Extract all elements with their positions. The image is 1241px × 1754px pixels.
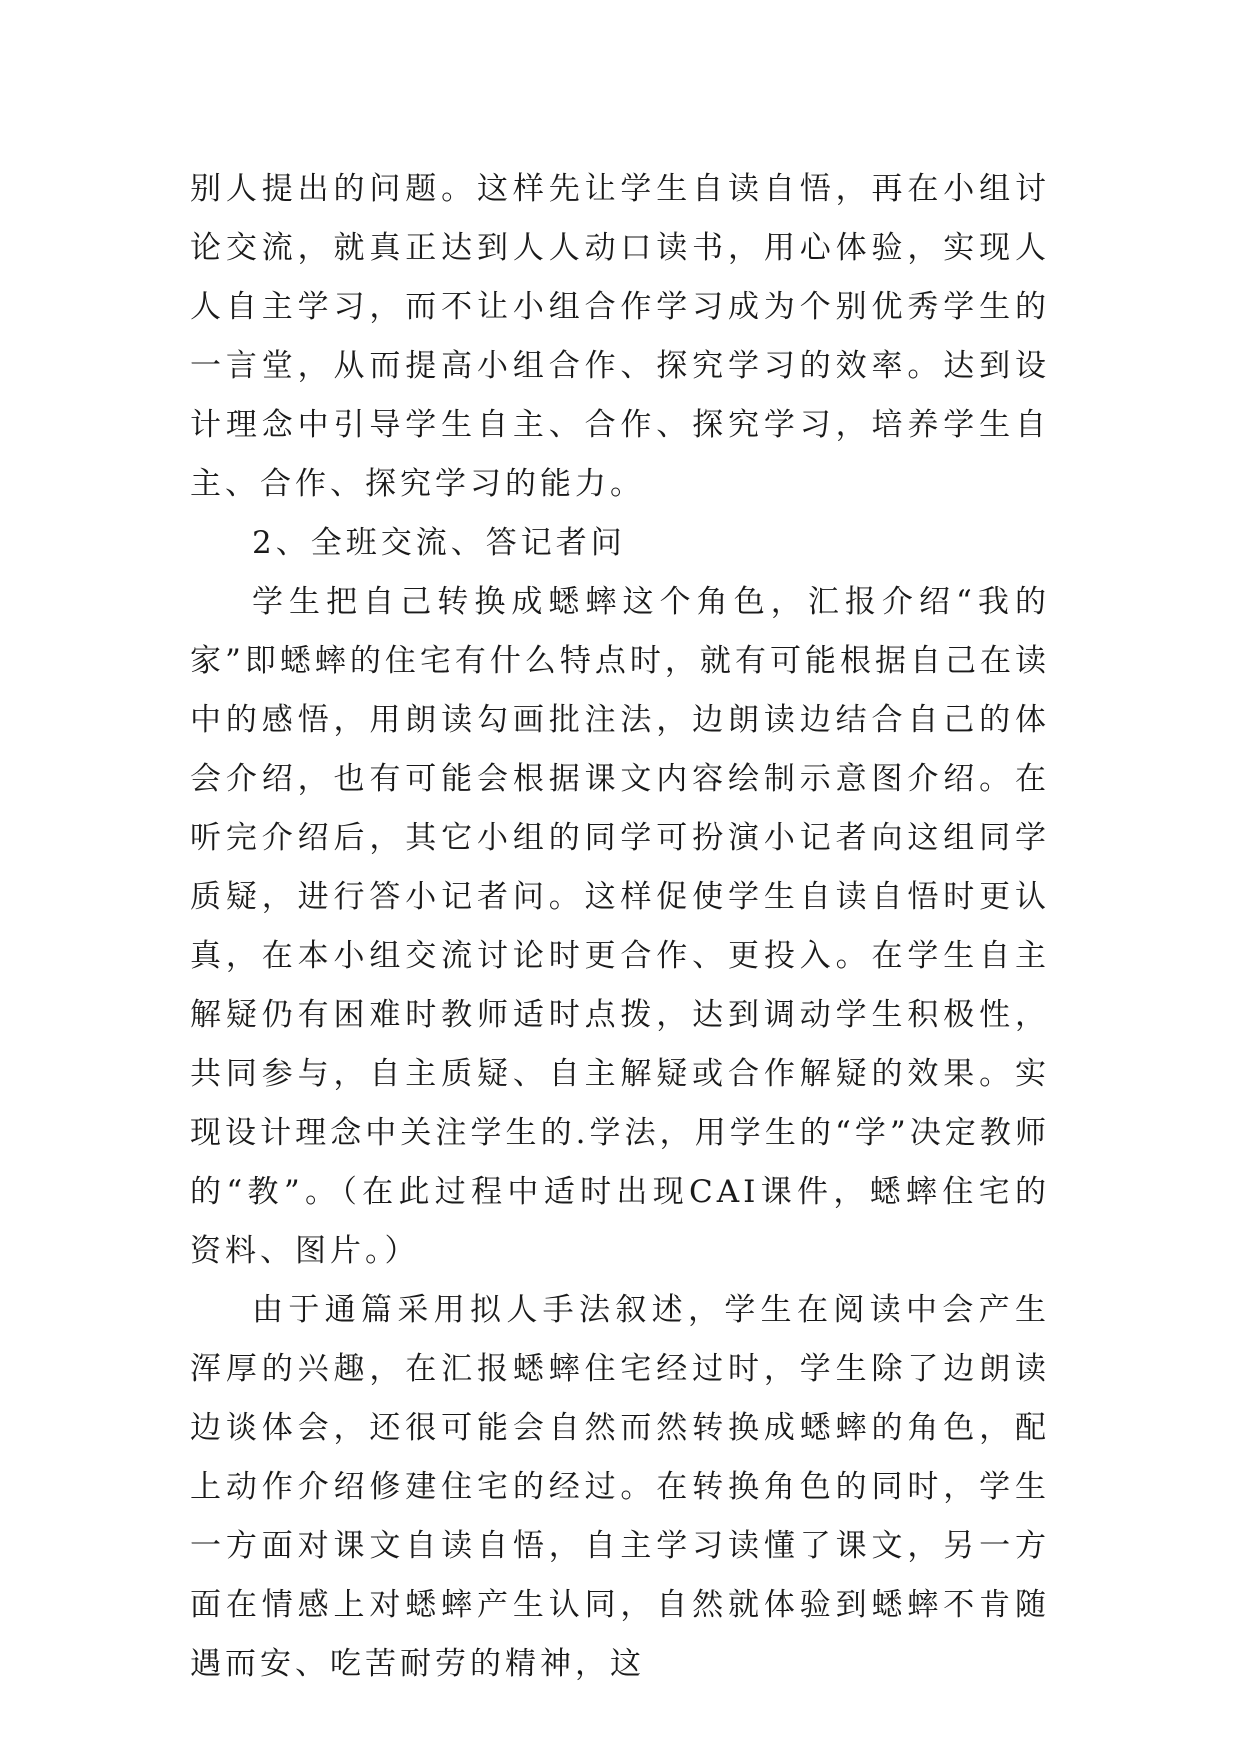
document-body <box>190 160 1050 1694</box>
paragraph-3: 由于通篇采用拟人手法叙述，学生在阅读中会产生浑厚的兴趣，在汇报蟋蟀住宅经过时，学生除了边朗读边谈体会，还很可能会自然而然转换成蟋蟀的角色，配上动作介绍修建住宅的经过。在转换角色的同时，学生一方面对课文自读自悟，自主学习读懂了课文，另一方面在情感上对蟋蟀产生认同，自然就体验到蟋蟀不肯随遇而安、吃苦耐劳的精神，这 <box>190 1292 1050 1682</box>
paragraph-2: 学生把自己转换成蟋蟀这个角色，汇报介绍“我的家”即蟋蟀的住宅有什么特点时，就有可能根据自己在读中的感悟，用朗读勾画批注法，边朗读边结合自己的体会介绍，也有可能会根据课文内容绘制示意图介绍。在听完介绍后，其它小组的同学可扮演小记者向这组同学质疑，进行答小记者问。这样促使学生自读自悟时更认真，在本小组交流讨论时更合作、更投入。在学生自主解疑仍有困难时教师适时点拨，达到调动学生积极性，共同参与，自主质疑、自主解疑或合作解疑的效果。实现设计理念中关注学生的.学法，用学生的“学”决定教师的“教”。（在此过程中适时出现CAI课件，蟋蟀住宅的资料、图片。） <box>190 584 1050 1269</box>
section-heading: 2、全班交流、答记者问 <box>252 525 626 561</box>
paragraph-1: 别人提出的问题。这样先让学生自读自悟，再在小组讨论交流，就真正达到人人动口读书，用心体验，实现人人自主学习，而不让小组合作学习成为个别优秀学生的一言堂，从而提高小组合作、探究学习的效率。达到设计理念中引导学生自主、合作、探究学习，培养学生自主、合作、探究学习的能力。 <box>190 171 1050 502</box>
